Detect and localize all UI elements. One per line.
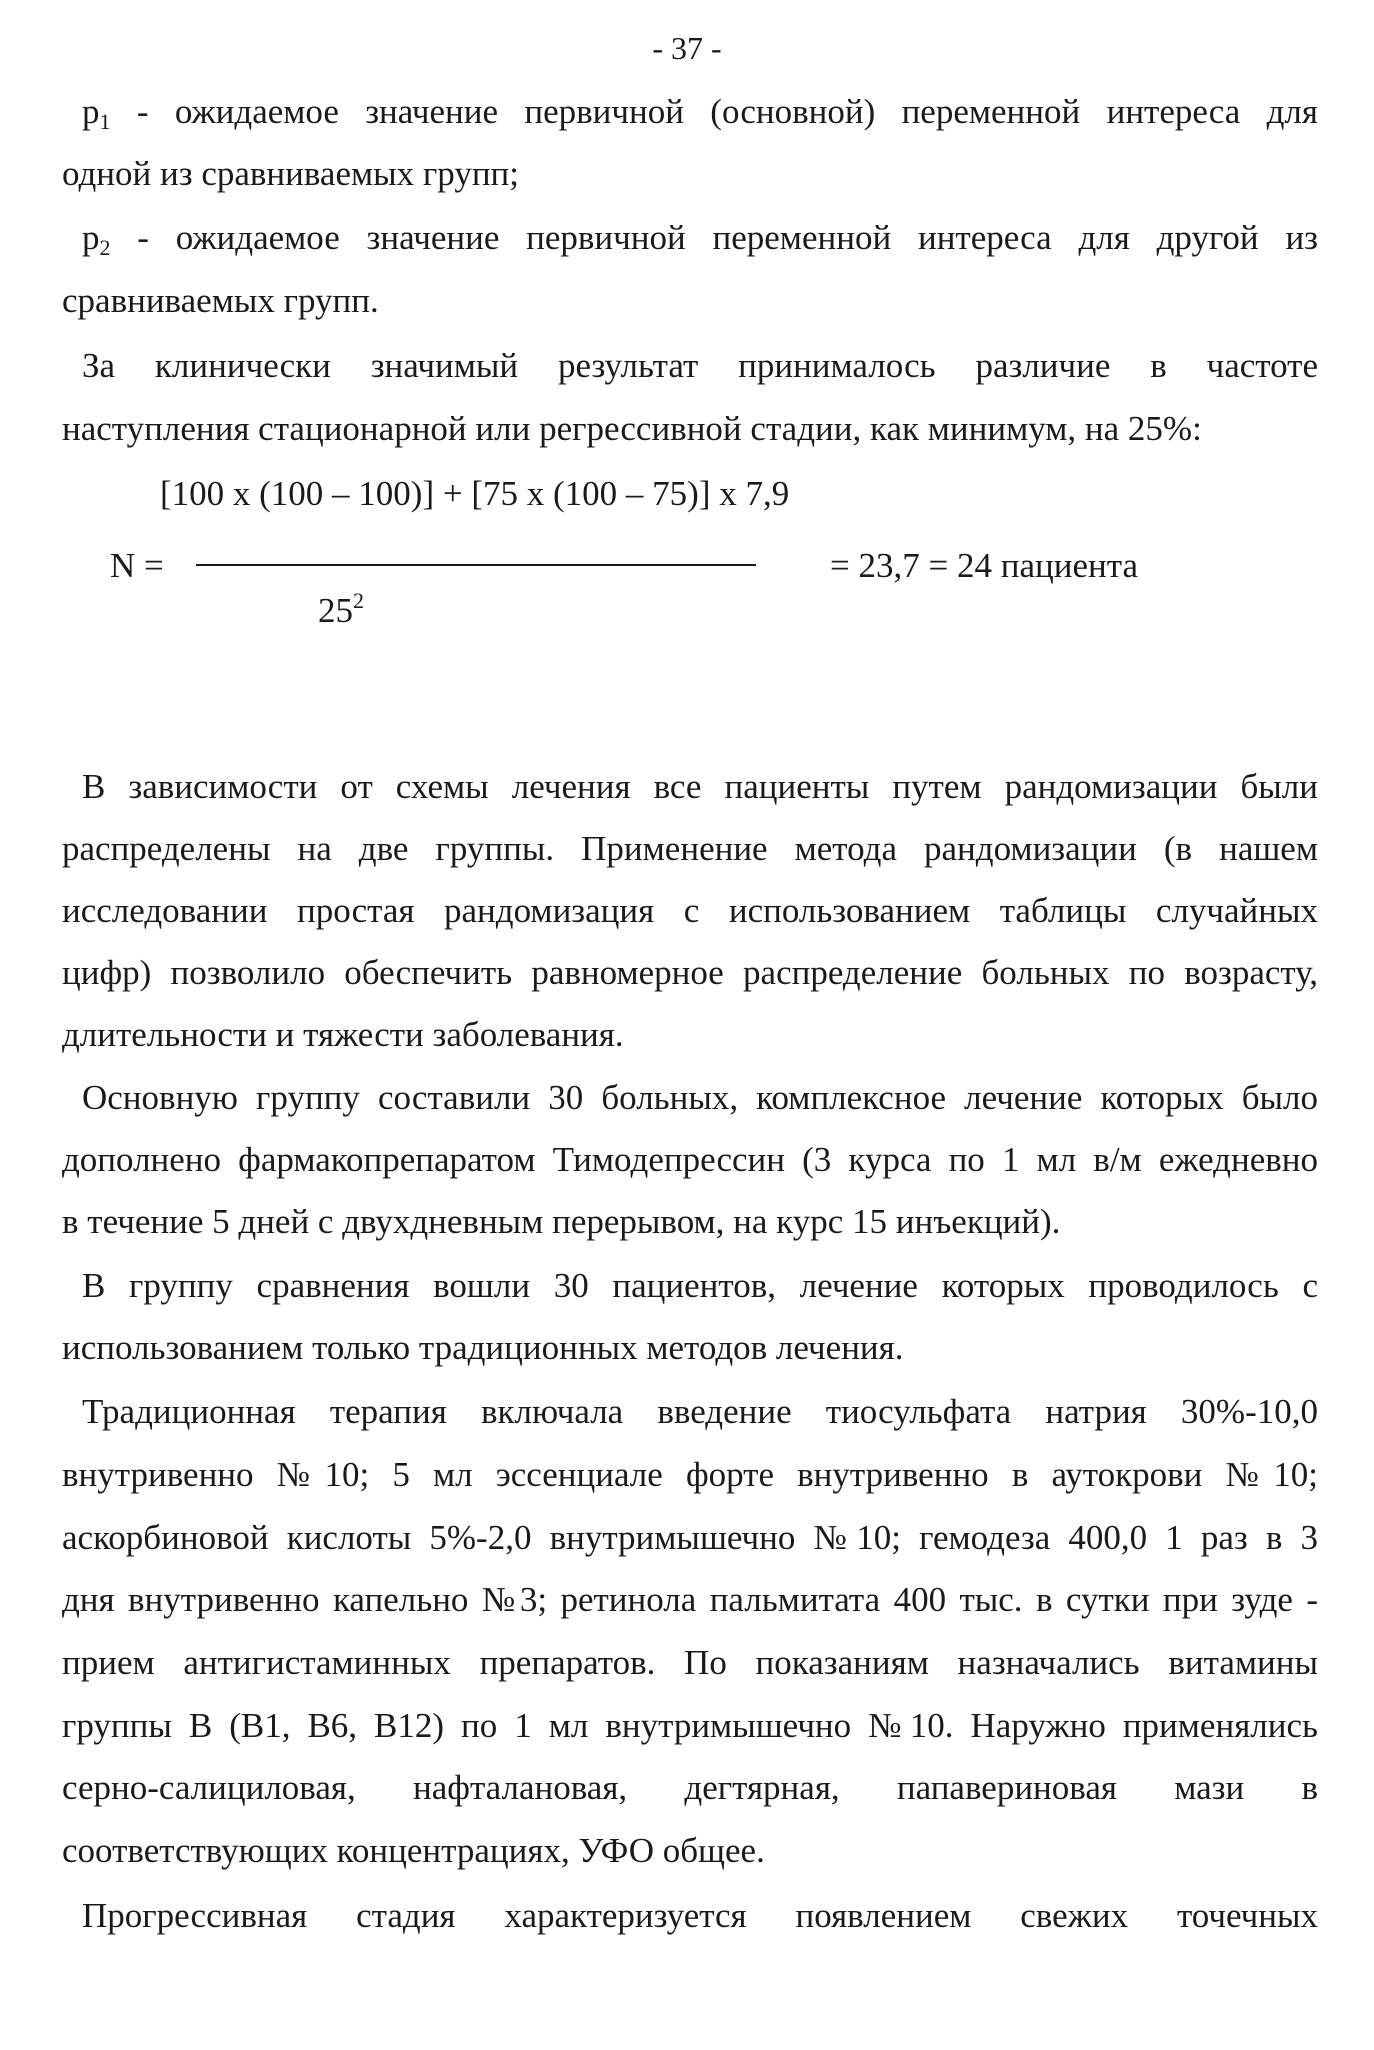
- p1-text: - ожидаемое значение первичной (основной) переменной интереса для: [110, 92, 1318, 131]
- denominator-base: 25: [318, 591, 353, 630]
- denominator-exponent: 2: [353, 588, 364, 613]
- therapy-line-8: соответствующих концентрациях, УФО общее.: [62, 1831, 765, 1870]
- randomization-line-2: распределены на две группы. Применение метода рандомизации (в нашем: [62, 829, 1318, 868]
- p2-symbol: p: [82, 218, 100, 257]
- therapy-line-1: Традиционная терапия включала введение тиосульфата натрия 30%-10,0: [82, 1392, 1318, 1431]
- page-number: - 37 -: [652, 30, 722, 66]
- main-group-line-1: Основную группу составили 30 больных, комплексное лечение которых было: [82, 1078, 1318, 1117]
- randomization-line-3: исследовании простая рандомизация с использованием таблицы случайных: [62, 891, 1318, 930]
- comparison-group-line-2: использованием только традиционных методов лечения.: [62, 1328, 904, 1367]
- main-group-line-3: в течение 5 дней с двухдневным перерывом, на курс 15 инъекций).: [62, 1202, 1061, 1241]
- formula-result: = 23,7 = 24 пациента: [830, 546, 1138, 585]
- definition-p2-line-1: [82, 218, 1318, 268]
- formula-lhs: N =: [110, 546, 164, 585]
- randomization-line-4: цифр) позволило обеспечить равномерное распределение больных по возрасту,: [62, 953, 1318, 992]
- definition-p2-line-2: сравниваемых групп.: [62, 281, 379, 320]
- p1-subscript: 1: [99, 109, 111, 134]
- formula-numerator: [100 x (100 – 100)] + [75 x (100 – 75)] x 7,9: [160, 474, 790, 513]
- fraction-bar: [196, 564, 756, 566]
- therapy-line-2: внутривенно №10; 5 мл эссенциале форте внутривенно в аутокрови №10;: [62, 1455, 1318, 1494]
- definition-p1-line-2: одной из сравниваемых групп;: [62, 154, 519, 193]
- definition-p1-line-1: [82, 92, 1318, 142]
- main-group-line-2: дополнено фармакопрепаратом Тимодепрессин (3 курса по 1 мл в/м ежедневно: [62, 1140, 1318, 1179]
- progressive-stage-line-1: Прогрессивная стадия характеризуется появлением свежих точечных: [82, 1896, 1318, 1935]
- therapy-line-5: прием антигистаминных препаратов. По показаниям назначались витамины: [62, 1643, 1318, 1682]
- therapy-line-4: дня внутривенно капельно №3; ретинола пальмитата 400 тыс. в сутки при зуде -: [62, 1580, 1318, 1619]
- therapy-line-3: аскорбиновой кислоты 5%-2,0 внутримышечно №10; гемодеза 400,0 1 раз в 3: [62, 1518, 1318, 1557]
- randomization-line-5: длительности и тяжести заболевания.: [62, 1015, 624, 1054]
- p1-symbol: p: [82, 92, 100, 131]
- randomization-line-1: В зависимости от схемы лечения все пациенты путем рандомизации были: [82, 767, 1318, 806]
- clinical-line-1: За клинически значимый результат принималось различие в частоте: [82, 346, 1318, 385]
- p2-text: - ожидаемое значение первичной переменной интереса для другой из: [110, 218, 1318, 257]
- clinical-line-2: наступления стационарной или регрессивной стадии, как минимум, на 25%:: [62, 409, 1202, 448]
- formula-denominator: [318, 588, 364, 631]
- comparison-group-line-1: В группу сравнения вошли 30 пациентов, лечение которых проводилось с: [82, 1266, 1318, 1305]
- p2-subscript: 2: [99, 235, 111, 260]
- therapy-line-6: группы В (В1, В6, В12) по 1 мл внутримышечно №10. Наружно применялись: [62, 1706, 1318, 1745]
- therapy-line-7: серно-салициловая, нафталановая, дегтярная, папавериновая мази в: [62, 1768, 1318, 1807]
